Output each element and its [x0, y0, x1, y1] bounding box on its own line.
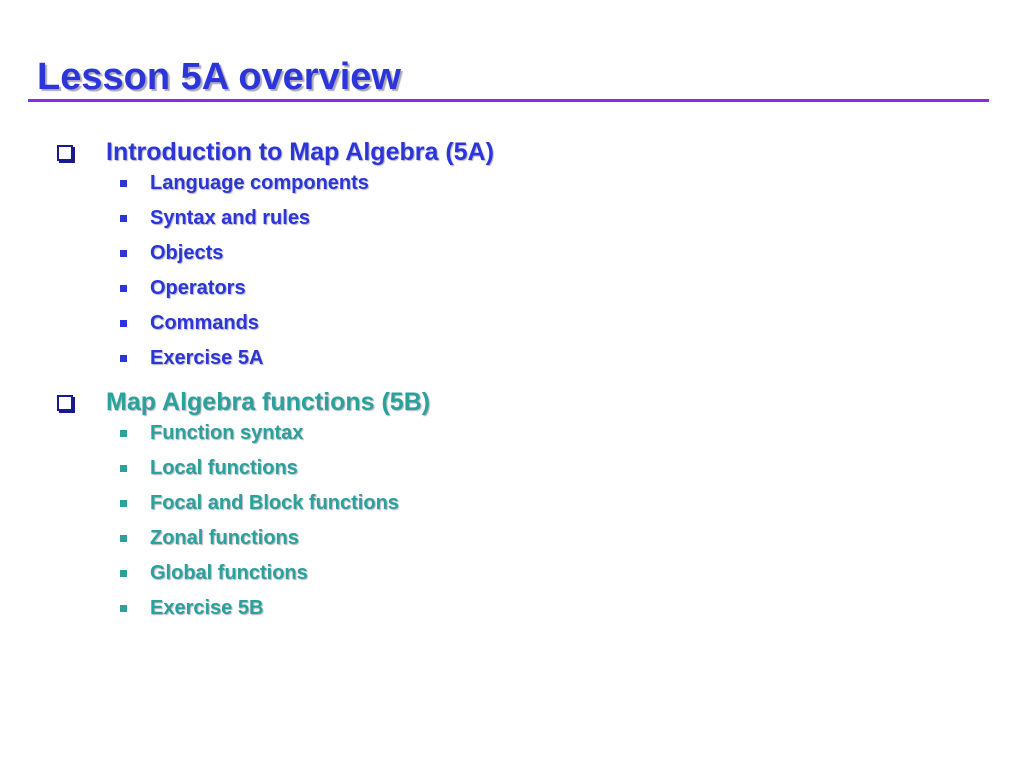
square-bullet-icon: [120, 355, 127, 362]
list-item-label: Exercise 5A: [150, 347, 264, 369]
square-bullet-icon: [120, 180, 127, 187]
list-item: [0, 346, 1024, 381]
list-item-label: Operators: [150, 277, 246, 299]
checkbox-square-icon: [57, 395, 73, 411]
section-map-algebra-intro: [0, 137, 1024, 381]
list-item: [0, 171, 1024, 206]
list-item: [0, 526, 1024, 561]
list-item-label: Local functions: [150, 457, 298, 479]
section-map-algebra-functions: [0, 387, 1024, 631]
square-bullet-icon: [120, 535, 127, 542]
square-bullet-icon: [120, 215, 127, 222]
square-bullet-icon: [120, 320, 127, 327]
list-item: [0, 561, 1024, 596]
square-bullet-icon: [120, 430, 127, 437]
section-heading: [0, 387, 1024, 421]
square-bullet-icon: [120, 285, 127, 292]
list-item-label: Objects: [150, 242, 224, 264]
list-item: [0, 456, 1024, 491]
slide-title: Lesson 5A overview: [37, 56, 401, 98]
list-item: [0, 596, 1024, 631]
square-bullet-icon: [120, 465, 127, 472]
sub-bullet-list: [0, 171, 1024, 381]
list-item-label: Syntax and rules: [150, 207, 311, 229]
square-bullet-icon: [120, 500, 127, 507]
list-item: [0, 421, 1024, 456]
sub-bullet-list: [0, 421, 1024, 631]
section-heading: [0, 137, 1024, 171]
list-item: [0, 276, 1024, 311]
section-label: Introduction to Map Algebra (5A): [106, 138, 494, 166]
title-divider: [28, 99, 989, 102]
list-item: [0, 241, 1024, 276]
list-item: [0, 206, 1024, 241]
list-item-label: Exercise 5B: [150, 597, 264, 619]
section-label: Map Algebra functions (5B): [106, 388, 431, 416]
square-bullet-icon: [120, 605, 127, 612]
square-bullet-icon: [120, 570, 127, 577]
list-item-label: Function syntax: [150, 422, 304, 444]
list-item: [0, 311, 1024, 346]
list-item-label: Global functions: [150, 562, 308, 584]
list-item-label: Commands: [150, 312, 259, 334]
list-item: [0, 491, 1024, 526]
list-item-label: Focal and Block functions: [150, 492, 399, 514]
list-item-label: Zonal functions: [150, 527, 299, 549]
list-item-label: Language components: [150, 172, 369, 194]
square-bullet-icon: [120, 250, 127, 257]
checkbox-square-icon: [57, 145, 73, 161]
